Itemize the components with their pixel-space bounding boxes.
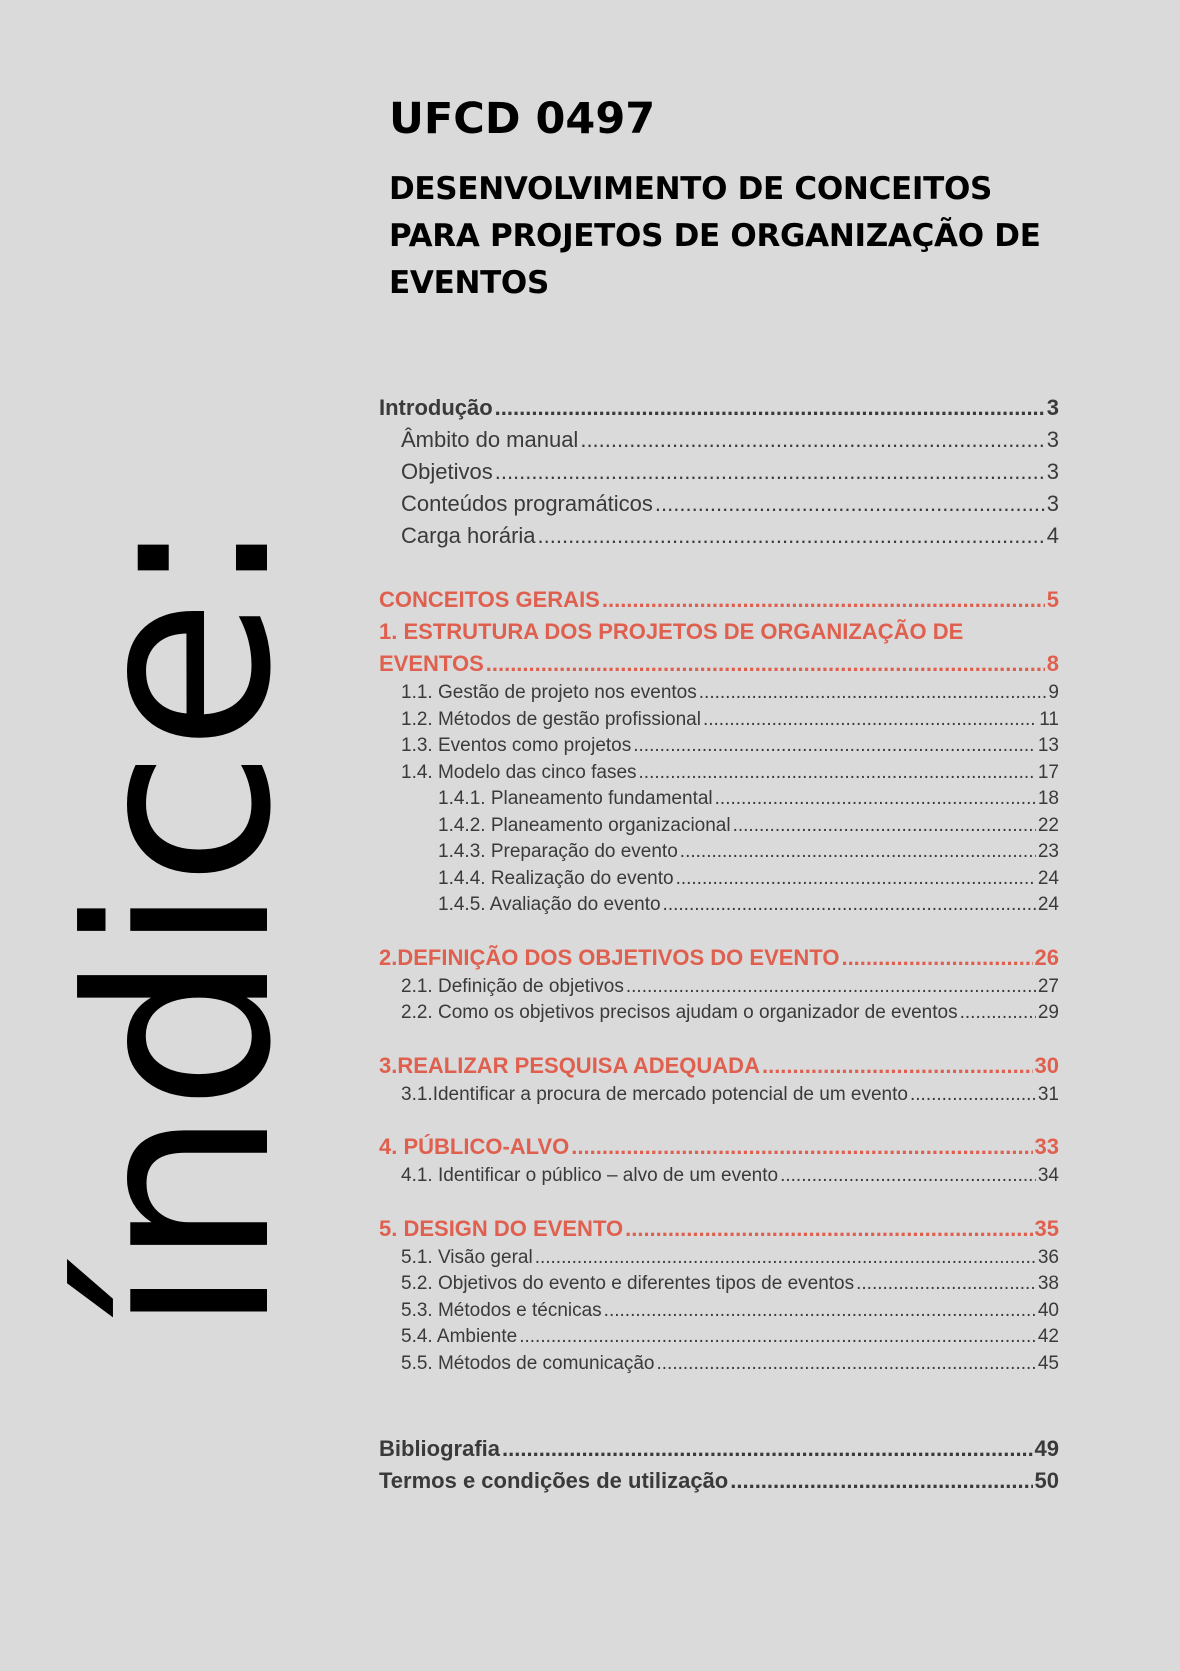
leader-dots bbox=[571, 1131, 1032, 1163]
leader-dots bbox=[663, 892, 1036, 919]
toc-page: 34 bbox=[1037, 1165, 1059, 1186]
leader-dots bbox=[856, 1271, 1036, 1298]
toc-entry[interactable] bbox=[379, 866, 1059, 893]
toc-label: 2.DEFINIÇÃO DOS OBJETIVOS DO EVENTO bbox=[379, 944, 840, 970]
toc-label: 5.2. Objetivos do evento e diferentes tipos de eventos bbox=[401, 1273, 855, 1294]
toc-label: 5.4. Ambiente bbox=[401, 1326, 518, 1347]
toc-label: 1.4.3. Preparação do evento bbox=[438, 841, 678, 862]
leader-dots bbox=[625, 1213, 1032, 1245]
leader-dots bbox=[680, 839, 1036, 866]
toc-page: 13 bbox=[1037, 735, 1059, 756]
toc-entry[interactable] bbox=[379, 760, 1059, 787]
toc-page: 22 bbox=[1037, 814, 1059, 836]
toc-entry-section-4[interactable] bbox=[379, 1131, 1059, 1163]
toc-label: Bibliografia bbox=[379, 1436, 501, 1461]
toc-label: 5.3. Métodos e técnicas bbox=[401, 1299, 602, 1321]
toc-entry[interactable] bbox=[379, 680, 1059, 707]
toc-page: 50 bbox=[1034, 1468, 1059, 1493]
leader-dots bbox=[486, 648, 1045, 680]
toc-page: 42 bbox=[1037, 1326, 1059, 1347]
toc-page: 29 bbox=[1037, 1002, 1059, 1023]
leader-dots bbox=[910, 1082, 1036, 1109]
leader-dots bbox=[602, 584, 1045, 616]
course-title: DESENVOLVIMENTO DE CONCEITOS PARA PROJETOS DE ORGANIZAÇÃO DE EVENTOS bbox=[389, 171, 1041, 301]
toc-entry[interactable] bbox=[379, 733, 1059, 760]
toc-label: 1.3. Eventos como projetos bbox=[401, 735, 632, 756]
leader-dots bbox=[841, 942, 1032, 974]
toc-label: 4. PÚBLICO-ALVO bbox=[379, 1134, 570, 1159]
leader-dots bbox=[676, 866, 1036, 893]
index-heading-vertical: índice: bbox=[35, 517, 326, 1335]
toc-entry-section-3[interactable] bbox=[379, 1050, 1059, 1082]
toc-page: 27 bbox=[1037, 975, 1059, 997]
toc-label: 1.4.5. Avaliação do evento bbox=[438, 894, 661, 915]
toc-label: 5.1. Visão geral bbox=[401, 1246, 533, 1268]
toc-label: Introdução bbox=[379, 395, 493, 420]
toc-entry[interactable] bbox=[379, 1351, 1059, 1378]
toc-label: 2.1. Definição de objetivos bbox=[401, 975, 624, 997]
leader-dots bbox=[502, 1433, 1033, 1465]
document-header bbox=[389, 88, 1089, 307]
toc-entry[interactable] bbox=[379, 974, 1059, 1001]
toc-page: 3 bbox=[1046, 395, 1059, 420]
leader-dots bbox=[655, 488, 1045, 520]
leader-dots bbox=[730, 1465, 1032, 1497]
leader-dots bbox=[780, 1163, 1036, 1190]
toc-label: 1.4.2. Planeamento organizacional bbox=[438, 814, 731, 836]
toc-page: 45 bbox=[1037, 1352, 1059, 1374]
toc-page: 23 bbox=[1037, 841, 1059, 862]
toc-entry[interactable] bbox=[379, 424, 1059, 456]
toc-entry[interactable] bbox=[379, 892, 1059, 919]
toc-label: 1.1. Gestão de projeto nos eventos bbox=[401, 682, 697, 703]
toc-entry-section-5[interactable] bbox=[379, 1213, 1059, 1245]
leader-dots bbox=[519, 1324, 1036, 1351]
toc-entry[interactable] bbox=[379, 839, 1059, 866]
leader-dots bbox=[639, 760, 1036, 787]
toc-entry[interactable] bbox=[379, 1082, 1059, 1109]
toc-label: 3.1.Identificar a procura de mercado potencial de um evento bbox=[401, 1083, 908, 1105]
leader-dots bbox=[604, 1298, 1036, 1325]
toc-entry[interactable] bbox=[379, 1245, 1059, 1272]
toc-page: 31 bbox=[1037, 1083, 1059, 1105]
toc-page: 36 bbox=[1037, 1246, 1059, 1268]
toc-page: 40 bbox=[1037, 1299, 1059, 1321]
toc-page: 33 bbox=[1034, 1134, 1059, 1159]
toc-entry-section-1[interactable] bbox=[379, 616, 1059, 680]
toc-label: Objetivos bbox=[401, 459, 493, 484]
toc-label-line2: EVENTOS bbox=[379, 651, 484, 676]
leader-dots bbox=[703, 707, 1037, 734]
toc-entry[interactable] bbox=[379, 707, 1059, 734]
toc-entry-introducao[interactable] bbox=[379, 392, 1059, 424]
leader-dots bbox=[699, 680, 1047, 707]
toc-page: 35 bbox=[1034, 1215, 1059, 1241]
leader-dots bbox=[535, 1245, 1036, 1272]
toc-label: 1.4.4. Realização do evento bbox=[438, 867, 674, 889]
toc-label: 3.REALIZAR PESQUISA ADEQUADA bbox=[379, 1052, 760, 1078]
toc-entry[interactable] bbox=[379, 1298, 1059, 1325]
toc-label: Âmbito do manual bbox=[401, 427, 579, 452]
toc-label: 4.1. Identificar o público – alvo de um evento bbox=[401, 1165, 779, 1186]
leader-dots bbox=[538, 520, 1045, 552]
toc-page: 8 bbox=[1046, 651, 1059, 676]
leader-dots bbox=[960, 1000, 1036, 1027]
leader-dots bbox=[733, 813, 1036, 840]
toc-label: 1.4.1. Planeamento fundamental bbox=[438, 788, 713, 809]
toc-entry[interactable] bbox=[379, 813, 1059, 840]
toc-label: Termos e condições de utilização bbox=[379, 1468, 729, 1493]
toc-page: 3 bbox=[1046, 459, 1059, 484]
leader-dots bbox=[762, 1050, 1033, 1082]
toc-page: 3 bbox=[1046, 491, 1059, 516]
leader-dots bbox=[495, 392, 1045, 424]
toc-label: 5. DESIGN DO EVENTO bbox=[379, 1215, 624, 1241]
toc-entry-section-2[interactable] bbox=[379, 942, 1059, 974]
toc-page: 17 bbox=[1037, 761, 1059, 783]
leader-dots bbox=[633, 733, 1036, 760]
toc-page: 49 bbox=[1034, 1436, 1059, 1461]
toc-page: 30 bbox=[1034, 1052, 1059, 1078]
toc-page: 38 bbox=[1037, 1273, 1059, 1294]
leader-dots bbox=[715, 786, 1036, 813]
toc-entry-bibliografia[interactable] bbox=[379, 1433, 1059, 1465]
toc-entry-termos[interactable] bbox=[379, 1465, 1059, 1497]
toc-entry-conceitos-gerais[interactable] bbox=[379, 584, 1059, 616]
toc-entry[interactable] bbox=[379, 1271, 1059, 1298]
toc-entry[interactable] bbox=[379, 488, 1059, 520]
toc-page: 3 bbox=[1046, 427, 1059, 452]
toc-entry[interactable] bbox=[379, 520, 1059, 552]
toc-page: 26 bbox=[1034, 944, 1059, 970]
toc-entry[interactable] bbox=[379, 1163, 1059, 1190]
toc-entry[interactable] bbox=[379, 1000, 1059, 1027]
toc-page: 4 bbox=[1046, 523, 1059, 548]
toc-label: 5.5. Métodos de comunicação bbox=[401, 1352, 655, 1374]
toc-page: 24 bbox=[1037, 894, 1059, 915]
toc-label: CONCEITOS GERAIS bbox=[379, 587, 600, 612]
leader-dots bbox=[580, 424, 1044, 456]
toc-label: Carga horária bbox=[401, 523, 536, 548]
toc-label-line1: 1. ESTRUTURA DOS PROJETOS DE ORGANIZAÇÃO DE bbox=[379, 619, 964, 644]
toc-entry[interactable] bbox=[379, 456, 1059, 488]
leader-dots bbox=[495, 456, 1045, 488]
toc-page: 18 bbox=[1037, 788, 1059, 809]
toc-label: 2.2. Como os objetivos precisos ajudam o organizador de eventos bbox=[401, 1002, 958, 1023]
toc-page: 9 bbox=[1048, 682, 1059, 703]
toc-page: 11 bbox=[1039, 708, 1059, 730]
toc-label: Conteúdos programáticos bbox=[401, 491, 653, 516]
toc-page: 24 bbox=[1037, 867, 1059, 889]
course-code: UFCD 0497 bbox=[389, 94, 656, 144]
leader-dots bbox=[626, 974, 1036, 1001]
leader-dots bbox=[657, 1351, 1036, 1378]
table-of-contents bbox=[379, 392, 1059, 1497]
toc-entry[interactable] bbox=[379, 786, 1059, 813]
toc-entry[interactable] bbox=[379, 1324, 1059, 1351]
toc-label: 1.2. Métodos de gestão profissional bbox=[401, 708, 701, 730]
toc-label: 1.4. Modelo das cinco fases bbox=[401, 761, 637, 783]
toc-page: 5 bbox=[1046, 587, 1059, 612]
